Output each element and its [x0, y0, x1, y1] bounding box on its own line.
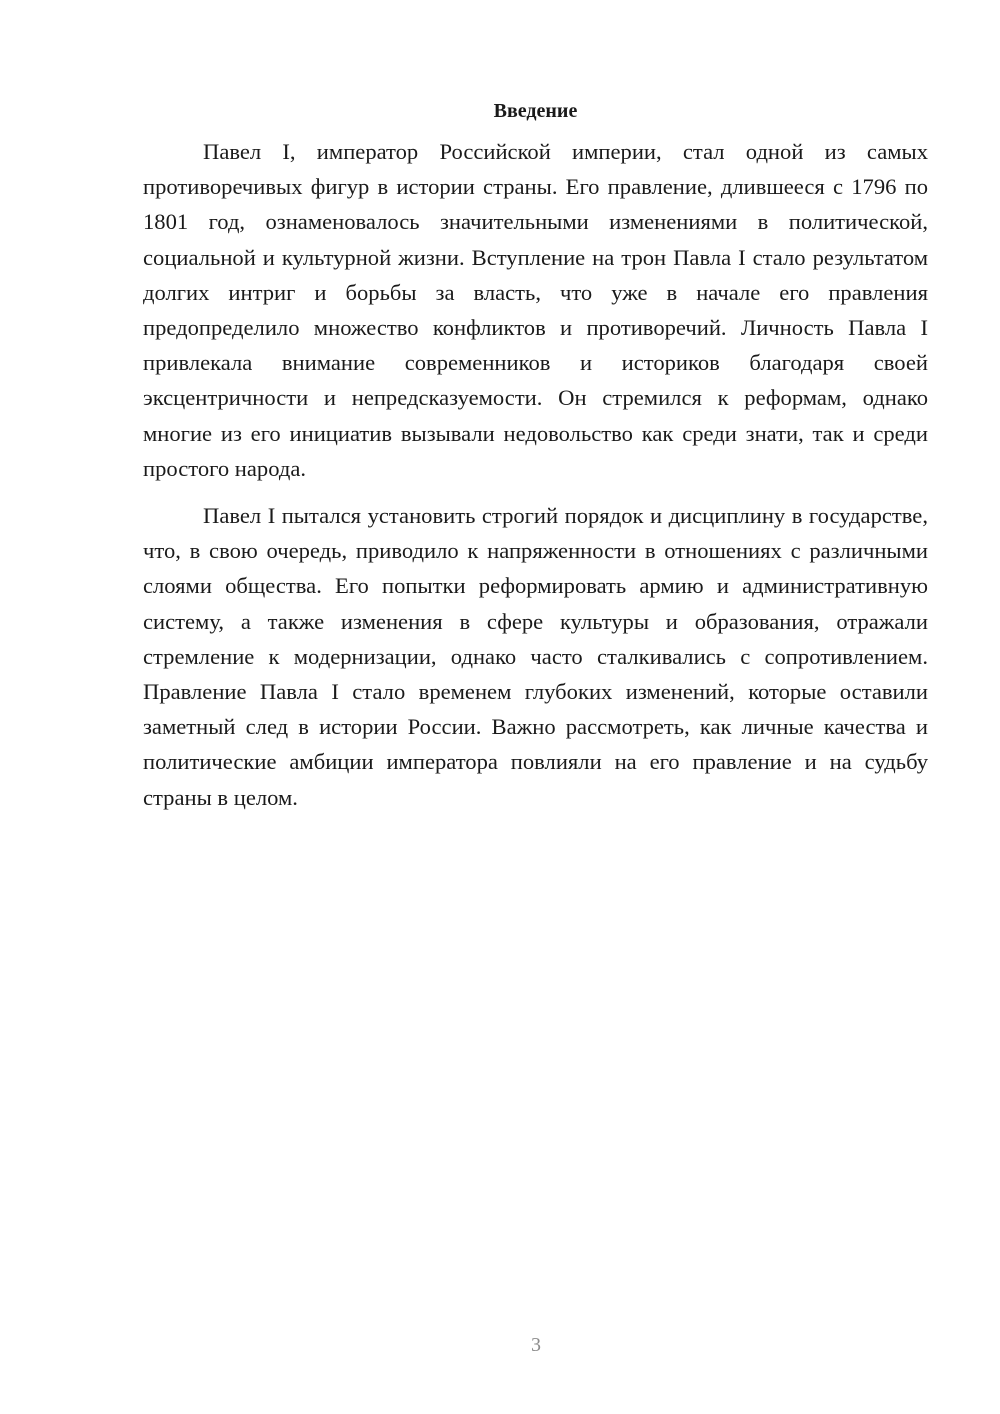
page-content: [143, 94, 928, 827]
paragraph-2: Павел I пытался установить строгий порядок и дисциплину в государстве, что, в свою очередь, приводило к напряженности в отношениях с различными слоями общества. Его попытки реформировать армию и административную систему, а также изменения в сфере культуры и образования, отражали стремление к модернизации, однако часто сталкивались с сопротивлением. Правление Павла I стало временем глубоких изменений, которые оставили заметный след в истории России. Важно рассмотреть, как личные качества и политические амбиции императора повлияли на его правление и на судьбу страны в целом.: [143, 503, 928, 810]
paragraph-1: Павел I, император Российской империи, стал одной из самых противоречивых фигур в истории страны. Его правление, длившееся с 1796 по 1801 год, ознаменовалось значительными изменениями в политической, социальной и культурной жизни. Вступление на трон Павла I стало результатом долгих интриг и борьбы за власть, что уже в начале его правления предопределило множество конфликтов и противоречий. Личность Павла I привлекала внимание современников и историков благодаря своей эксцентричности и непредсказуемости. Он стремился к реформам, однако многие из его инициатив вызывали недовольство как среди знати, так и среди простого народа.: [143, 139, 928, 481]
section-heading: Введение: [493, 100, 578, 122]
page-number: 3: [531, 1334, 541, 1356]
